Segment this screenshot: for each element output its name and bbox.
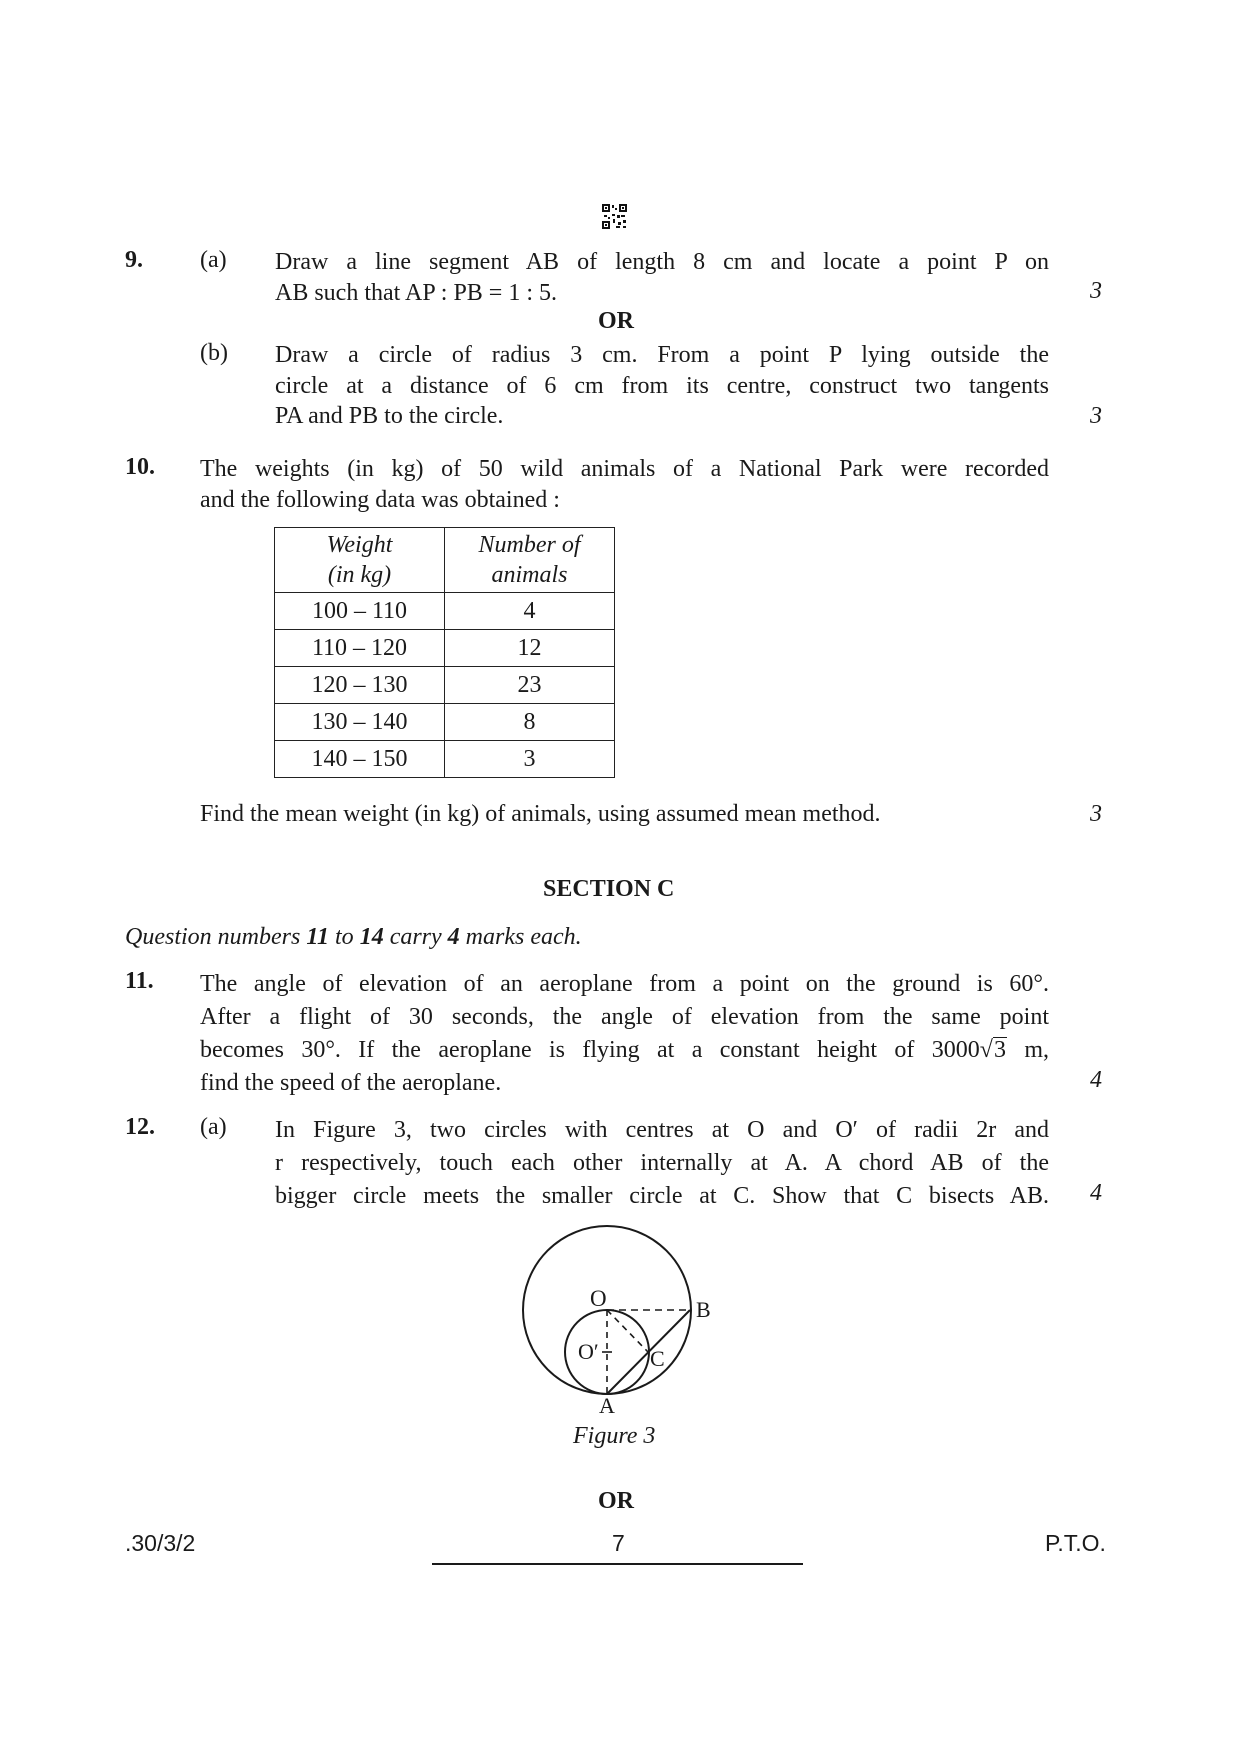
pto-label: P.T.O. [1045, 1530, 1106, 1556]
q10-line-2: and the following data was obtained : [200, 486, 560, 513]
q11-sqrt-value: 3 [993, 1037, 1006, 1063]
count-cell: 8 [445, 704, 615, 741]
label-o-prime: O′ [578, 1339, 599, 1364]
qr-code-icon [601, 203, 628, 230]
table-row [275, 593, 615, 630]
q10-line-1: The weights (in kg) of 50 wild animals of a National Park were recorded [200, 456, 1049, 482]
q12-line-1: In Figure 3, two circles with centres at O and O′ of radii 2r and [275, 1117, 1049, 1143]
instr-n1: 11 [306, 924, 330, 950]
page-number: 7 [612, 1530, 625, 1556]
q11-line-3-pre: becomes 30°. If the aeroplane is flying at a constant height of 3000 [200, 1037, 980, 1063]
count-cell: 3 [445, 741, 615, 778]
header-count-line-2: animals [491, 562, 568, 588]
q10-question: Find the mean weight (in kg) of animals, using assumed mean method. [200, 801, 881, 827]
table-row [275, 741, 615, 778]
weight-cell: 130 – 140 [275, 704, 445, 741]
table-row [275, 704, 615, 741]
header-count-line-1: Number of [478, 532, 581, 558]
instr-post: marks each. [459, 924, 582, 950]
question-number-10: 10. [125, 454, 155, 480]
label-c: C [650, 1346, 665, 1371]
weights-table [274, 527, 615, 778]
count-cell: 12 [445, 630, 615, 667]
header-weight [275, 528, 445, 593]
q9-a-line-2: AB such that AP : PB = 1 : 5. [275, 279, 558, 306]
q9-b-line-1: Draw a circle of radius 3 cm. From a point P lying outside the [275, 342, 1049, 368]
q11-line-3: becomes 30°. If the aeroplane is flying at a constant height of 3000√3 m, [200, 1037, 1050, 1063]
label-a: A [599, 1393, 615, 1415]
q12-or-separator: OR [598, 1488, 634, 1514]
chord-ab [607, 1310, 690, 1394]
q11-line-1: The angle of elevation of an aeroplane from a point on the ground is 60°. [200, 971, 1049, 997]
figure-3-caption: Figure 3 [573, 1423, 656, 1449]
q9-a-line-1: Draw a line segment AB of length 8 cm and locate a point P on [275, 249, 1049, 275]
q11-line-4: find the speed of the aeroplane. [200, 1070, 502, 1096]
instr-pre: Question numbers [125, 924, 307, 950]
q9-a-marks: 3 [1090, 278, 1102, 304]
q9-b-line-3: PA and PB to the circle. [275, 403, 504, 429]
q11-line-3-post: m, [1024, 1037, 1050, 1063]
q9-part-a-label: (a) [200, 247, 227, 273]
section-c-instructions [125, 924, 582, 951]
count-cell: 4 [445, 593, 615, 630]
q11-line-2: After a flight of 30 seconds, the angle of elevation from the same point [200, 1004, 1049, 1030]
label-o: O [590, 1286, 607, 1311]
table-header-row [275, 528, 615, 593]
weight-cell: 110 – 120 [275, 630, 445, 667]
footer-divider [432, 1563, 803, 1565]
figure-3-diagram [510, 1215, 740, 1415]
instr-mid2: carry [383, 924, 448, 950]
question-number-9: 9. [125, 247, 143, 273]
q11-text [200, 968, 1049, 1100]
header-weight-line-2: (in kg) [327, 562, 392, 588]
table-row [275, 630, 615, 667]
q11-marks: 4 [1090, 1067, 1102, 1093]
paper-code: .30/3/2 [125, 1530, 196, 1556]
q9-b-marks: 3 [1090, 403, 1102, 429]
q12-line-3: bigger circle meets the smaller circle at C. Show that C bisects AB. [275, 1183, 1049, 1209]
figure-3 [510, 1215, 740, 1415]
q12-text [275, 1114, 1049, 1213]
count-cell: 23 [445, 667, 615, 704]
q10-text [200, 454, 1049, 515]
weight-cell: 120 – 130 [275, 667, 445, 704]
q10-marks: 3 [1090, 801, 1102, 827]
weights-table-wrap [274, 527, 615, 778]
q9-part-a-text [275, 247, 1049, 308]
q12-line-2: r respectively, touch each other internally at A. A chord AB of the [275, 1150, 1049, 1176]
section-c-heading: SECTION C [543, 876, 675, 902]
q12-part-a-label: (a) [200, 1114, 227, 1140]
q9-part-b-text [275, 340, 1049, 432]
q9-or-separator: OR [598, 308, 634, 334]
weight-cell: 140 – 150 [275, 741, 445, 778]
instr-mid: to [329, 924, 360, 950]
question-number-11: 11. [125, 968, 154, 994]
instr-n2: 14 [359, 924, 384, 950]
q9-b-line-2: circle at a distance of 6 cm from its centre, construct two tangents [275, 372, 1049, 399]
q9-part-b-label: (b) [200, 340, 228, 366]
header-number-of-animals [445, 528, 615, 593]
instr-n3: 4 [447, 924, 460, 950]
weight-cell: 100 – 110 [275, 593, 445, 630]
label-b: B [696, 1297, 711, 1322]
header-weight-line-1: Weight [326, 532, 393, 558]
table-row [275, 667, 615, 704]
q12-marks: 4 [1090, 1180, 1102, 1206]
question-number-12: 12. [125, 1114, 155, 1140]
